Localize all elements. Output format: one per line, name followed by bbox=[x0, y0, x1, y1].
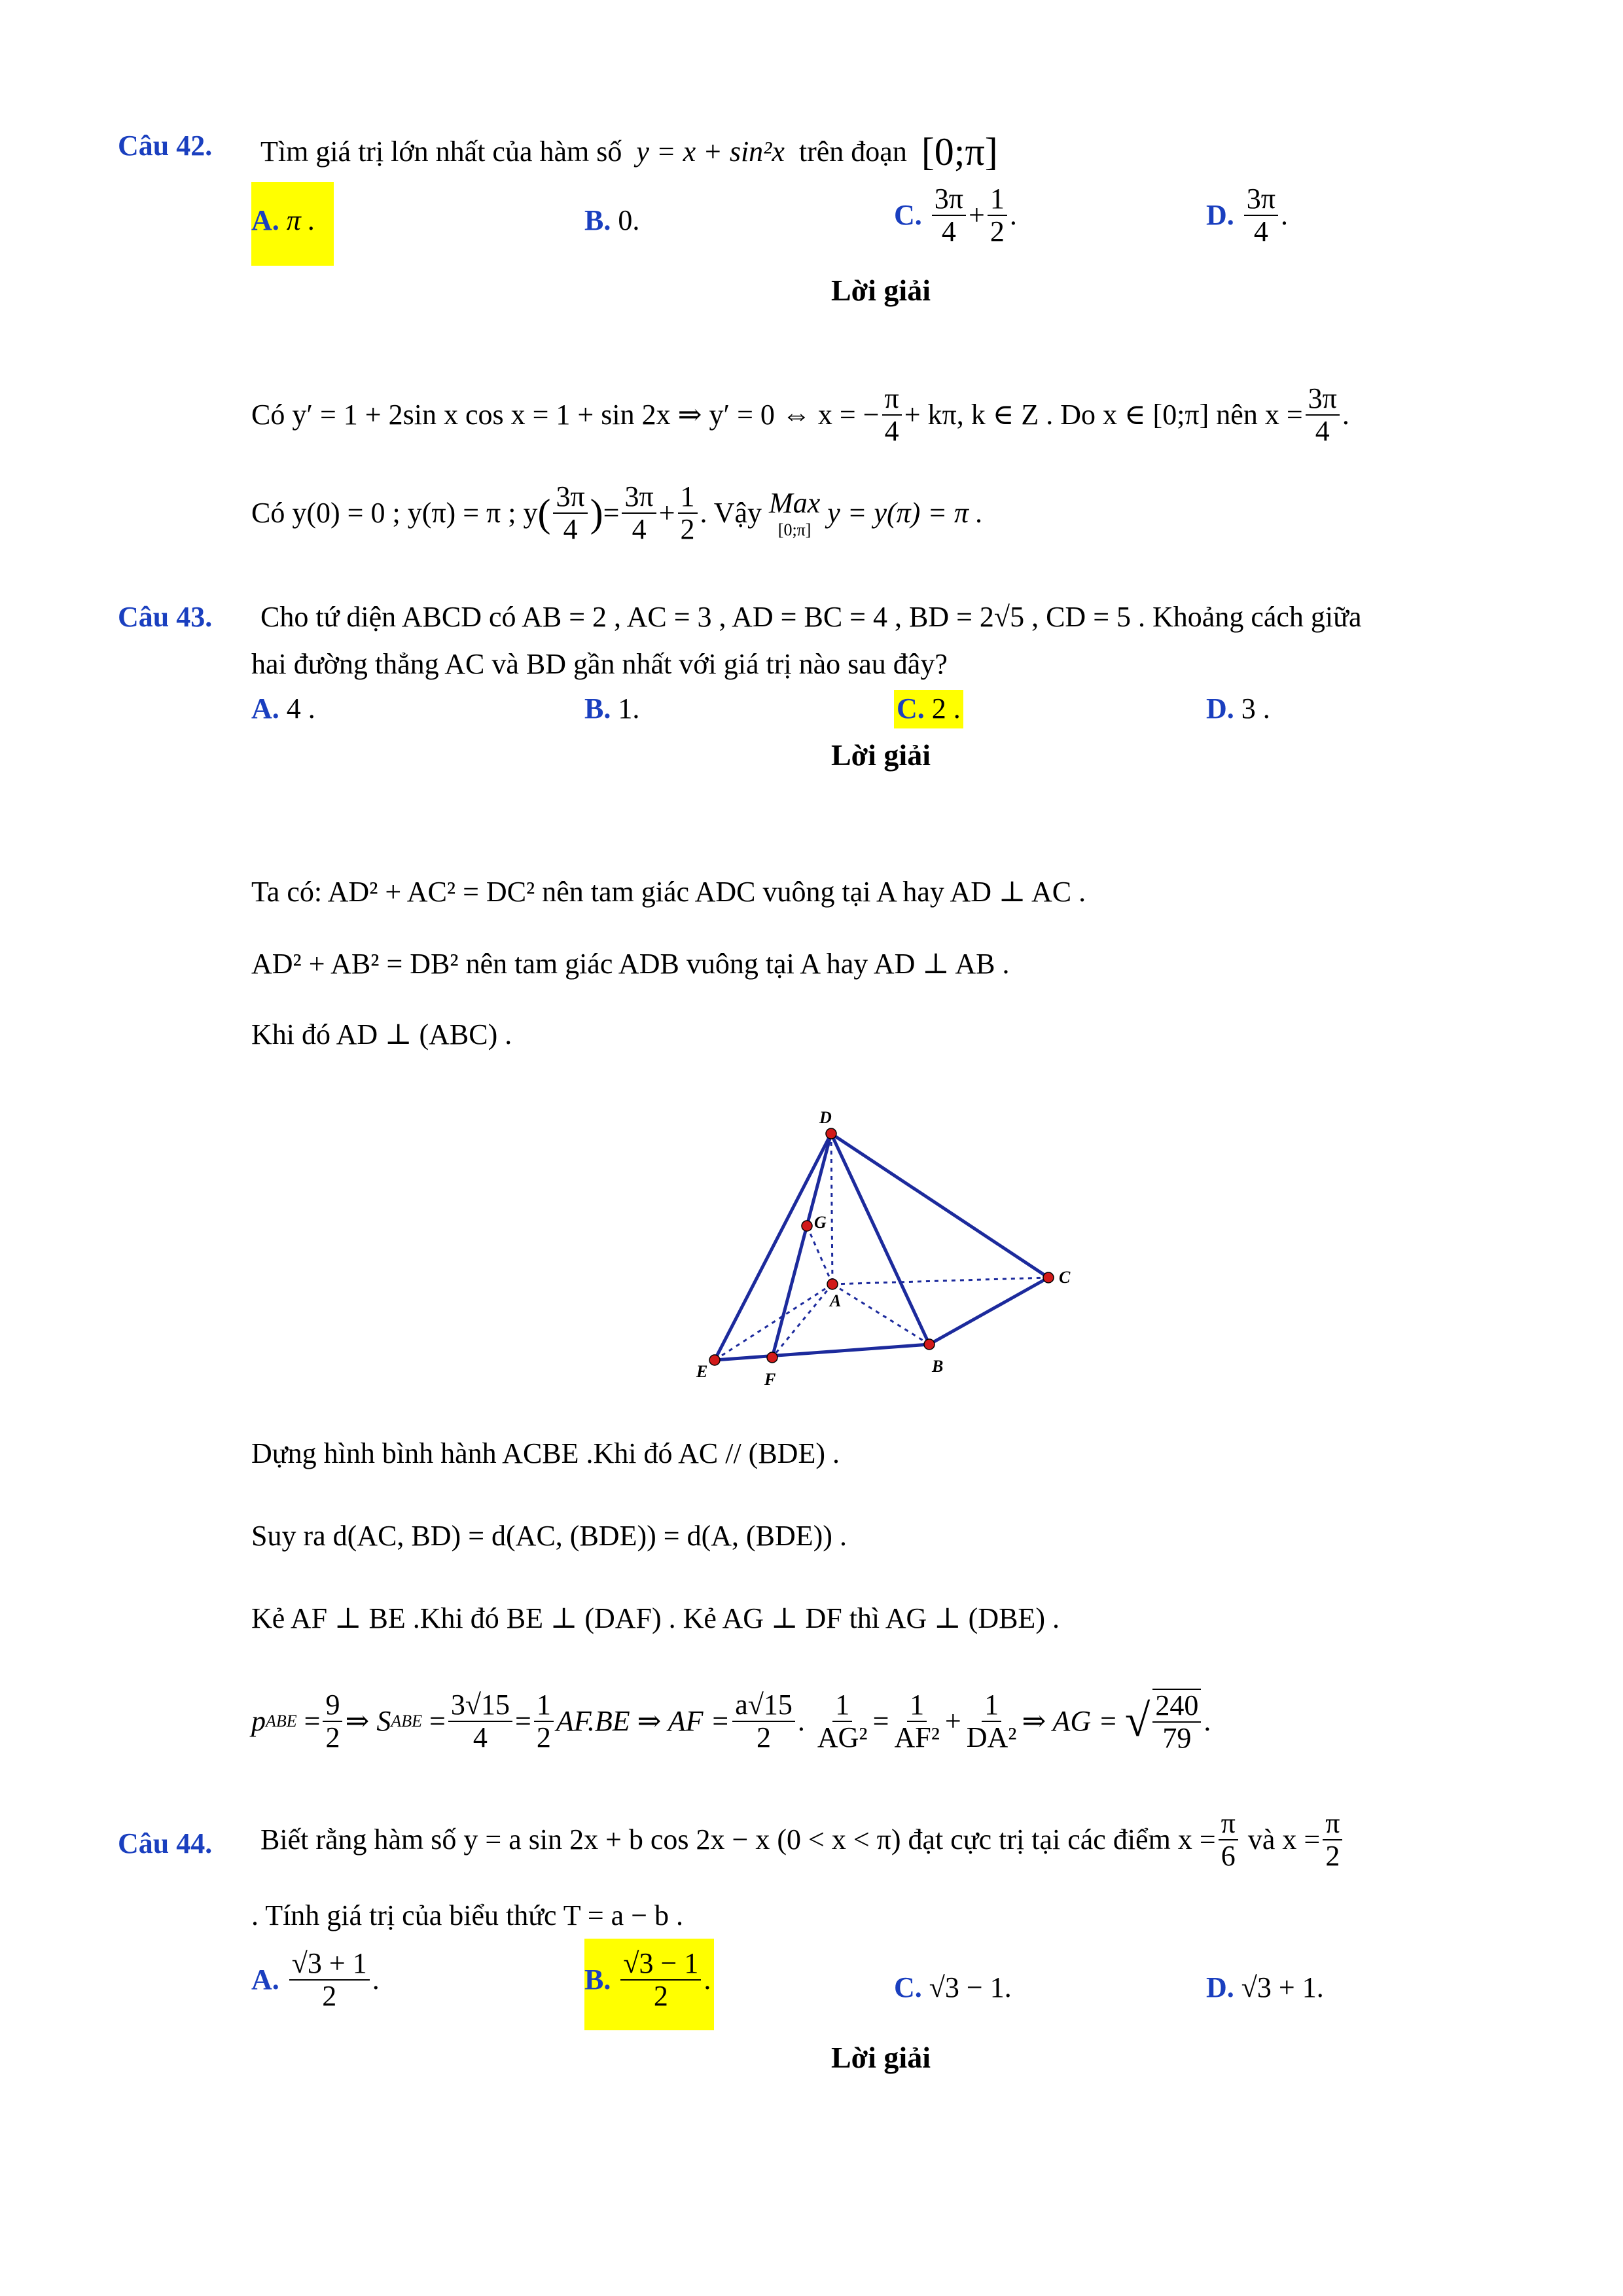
q42-option-a-text: A. π . bbox=[251, 204, 315, 236]
label-F: F bbox=[764, 1370, 776, 1389]
q42-label: Câu 42. bbox=[118, 130, 213, 162]
q43-solution-line3: Khi đó AD ⊥ (ABC) . bbox=[251, 1018, 512, 1050]
edge-DE bbox=[715, 1134, 831, 1360]
q44-option-a[interactable]: A. $\frac{√3 + 1}{2}$ . bbox=[251, 1947, 380, 2013]
point-B bbox=[924, 1339, 935, 1350]
edge-EB bbox=[715, 1344, 929, 1360]
q44-option-b-text: B. $\frac{√3 - 1}{2}$ . bbox=[584, 1947, 711, 2013]
q44-stem-line1: Biết rằng hàm số y = a sin 2x + b cos 2x − x (0 < x < π) đạt cực trị tại các điểm x = $\frac{\pi}{6}$ và x = $\frac{\pi}{2}$ bbox=[260, 1808, 1345, 1873]
q43-solution-title: Lời giải bbox=[831, 738, 931, 772]
q44-solution-title: Lời giải bbox=[831, 2041, 931, 2074]
edge-BC bbox=[929, 1278, 1048, 1344]
q44-label: Câu 44. bbox=[118, 1827, 213, 1859]
q43-stem-line1: Cho tứ diện ABCD có AB = 2 , AC = 3 , AD = BC = 4 , BD = 2√5 , CD = 5 . Khoảng cách giữa bbox=[260, 601, 1362, 633]
q42-solution-title: Lời giải bbox=[831, 274, 931, 307]
point-C bbox=[1043, 1272, 1054, 1283]
q43-solution-line5: Suy ra d(AC, BD) = d(AC, (BDE)) = d(A, (BDE)) . bbox=[251, 1520, 847, 1552]
point-A bbox=[827, 1279, 838, 1289]
q43-option-c[interactable]: C. 2 . bbox=[894, 690, 963, 728]
q43-solution-line1: Ta có: AD² + AC² = DC² nên tam giác ADC vuông tại A hay AD ⊥ AC . bbox=[251, 876, 1086, 908]
q42-solution-line1: Có y′ = 1 + 2sin x cos x = 1 + sin 2x ⇒ y′ = 0 ⇔ x = − $\frac{\pi}{4}$ + kπ, k ∈ Z . Do x ∈ [0;π] nên x = $\frac{3\pi}{4}$ . bbox=[251, 382, 1349, 448]
q43-solution-line2: AD² + AB² = DB² nên tam giác ADB vuông tại A hay AD ⊥ AB . bbox=[251, 948, 1010, 980]
edge-AC bbox=[832, 1278, 1048, 1284]
q43-option-b[interactable]: B. 1. bbox=[584, 692, 640, 725]
edge-DA bbox=[831, 1134, 832, 1284]
label-D: D bbox=[819, 1108, 832, 1127]
q44-stem-line2: . Tính giá trị của biểu thức T = a − b . bbox=[251, 1899, 684, 1931]
q42-option-d[interactable]: D. $\frac{3\pi}{4}$ . bbox=[1206, 183, 1288, 248]
q43-solution-line4: Dựng hình bình hành ACBE .Khi đó AC // (BDE) . bbox=[251, 1437, 840, 1469]
q43-solution-line6: Kẻ AF ⊥ BE .Khi đó BE ⊥ (DAF) . Kẻ AG ⊥ DF thì AG ⊥ (DBE) . bbox=[251, 1602, 1060, 1634]
point-E bbox=[709, 1355, 720, 1365]
point-D bbox=[826, 1128, 836, 1139]
q43-stem-line2: hai đường thẳng AC và BD gần nhất với giá trị nào sau đây? bbox=[251, 648, 948, 680]
q42-stem: Tìm giá trị lớn nhất của hàm số y = x + sin²x trên đoạn [0;π] bbox=[260, 130, 998, 173]
q42-solution-line2: Có y(0) = 0 ; y(π) = π ; y ( $\frac{3\pi}{4}$ ) = $\frac{3\pi}{4}$ + $\frac{1}{2}$ . Vậy Max [0;π] y = y(π) = π . bbox=[251, 480, 984, 546]
q42-option-b[interactable]: B. 0. bbox=[584, 204, 640, 236]
edge-AG bbox=[807, 1226, 832, 1284]
label-E: E bbox=[696, 1362, 708, 1381]
q42-option-c[interactable]: C. $\frac{3\pi}{4}$ + $\frac{1}{2}$ . bbox=[894, 183, 1017, 248]
q44-option-c[interactable]: C. √3 − 1. bbox=[894, 1971, 1012, 2003]
label-A: A bbox=[830, 1291, 842, 1310]
edge-DF bbox=[772, 1134, 831, 1357]
point-G bbox=[802, 1221, 812, 1231]
q43-solution-line7: p ABE = $\frac{9}{2}$ ⇒ S ABE = $\frac{3√15}{4}$ = $\frac{1}{2}$ AF.BE ⇒ AF = $\frac{a√15}{2}$ . $\frac{1}{\text{AG²}}$ = $\frac{1}{\text{AF²}}$ + $\frac{1}{\text{DA²}}$ ⇒ AG = √ $\frac{240}{79}$ . bbox=[251, 1689, 1211, 1755]
label-B: B bbox=[932, 1357, 944, 1376]
q44-option-d[interactable]: D. √3 + 1. bbox=[1206, 1971, 1324, 2003]
label-G: G bbox=[814, 1213, 827, 1232]
q43-option-a[interactable]: A. 4 . bbox=[251, 692, 315, 725]
q43-label: Câu 43. bbox=[118, 601, 213, 633]
tetrahedron-figure bbox=[668, 1086, 1113, 1394]
label-C: C bbox=[1059, 1268, 1071, 1287]
q43-option-d[interactable]: D. 3 . bbox=[1206, 692, 1270, 725]
point-F bbox=[767, 1352, 777, 1363]
